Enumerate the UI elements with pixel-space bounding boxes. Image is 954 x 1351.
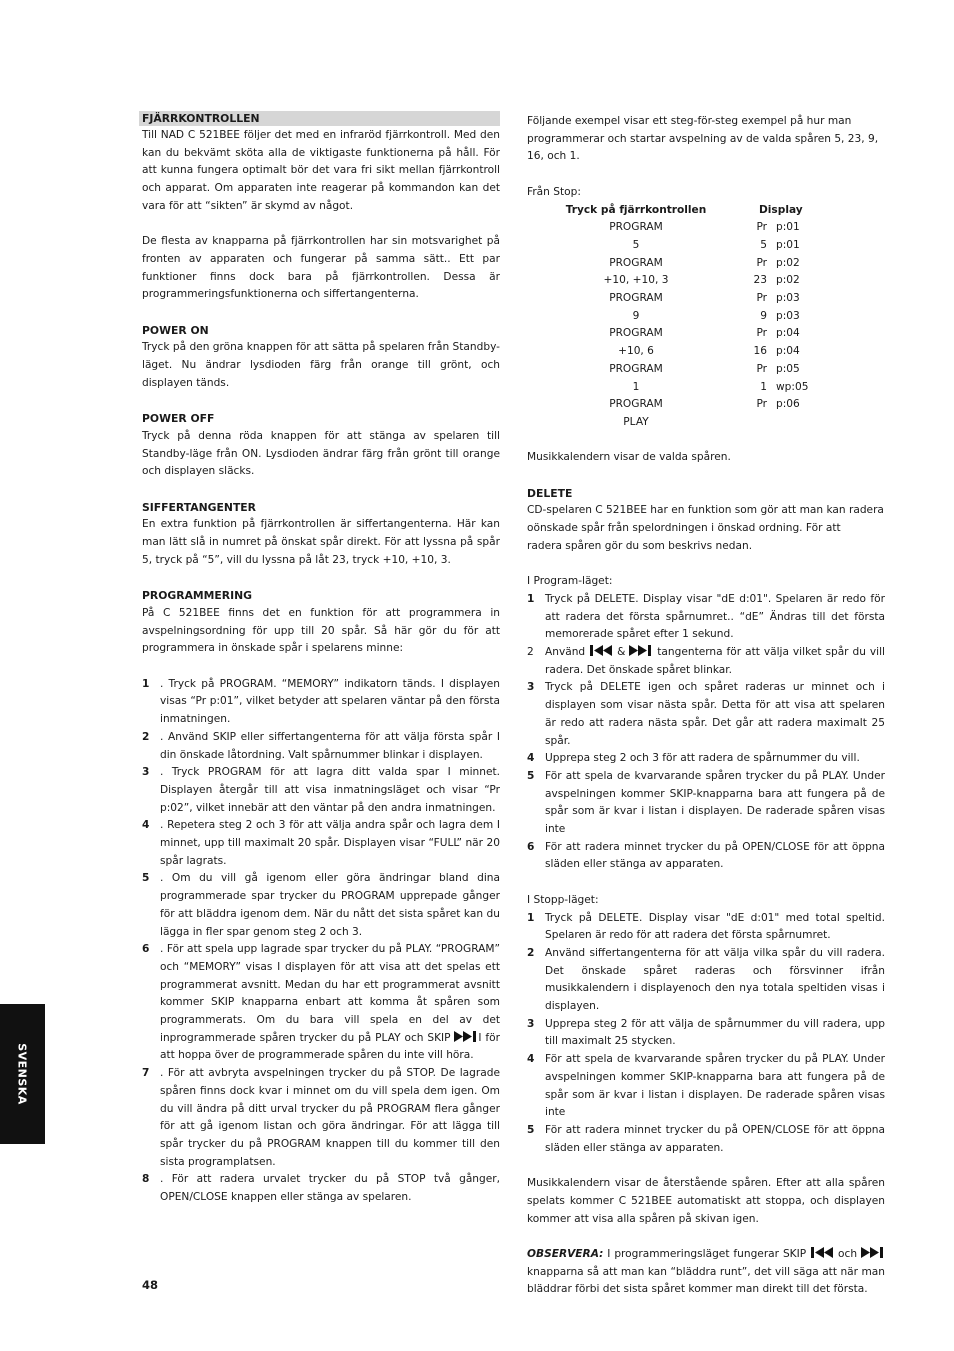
table-cell-display: p:06	[776, 398, 800, 411]
example-intro: Följande exempel visar ett steg-för-steg exempel på hur man programmerar och startar avspelning av de valda spåren 5, 23, 9, 16, och 1.	[527, 115, 879, 163]
program-example-table	[527, 202, 885, 432]
table-cell-display	[745, 414, 767, 432]
delete-stop-step: 5 För att radera minnet trycker du på OPEN/CLOSE för att öppna släden eller stänga av apparaten.	[527, 1124, 885, 1154]
table-cell-display	[767, 414, 827, 432]
table-cell-display: Pr	[756, 327, 767, 340]
table-cell-display: 16	[753, 345, 767, 358]
table-cell-display: 9	[760, 309, 767, 322]
table-cell-display: p:04	[776, 327, 800, 340]
programming-heading: PROGRAMMERING	[142, 589, 253, 603]
programming-step: 8 . För att radera urvalet trycker du på STOP två gånger, OPEN/CLOSE knappen eller stänga av spelaren.	[142, 1173, 500, 1204]
power-on-text: Tryck på den gröna knappen för att sätta på spelaren från Standby-läget. Nu ändrar lysdioden färg från orange till grönt, och displayen tänds.	[142, 341, 500, 389]
page-number: 48	[142, 1278, 159, 1292]
table-cell-display: p:03	[776, 292, 800, 305]
table-cell-press: PLAY	[623, 415, 649, 428]
table-cell-display: p:04	[776, 345, 800, 358]
skip-forward-icon	[861, 1247, 885, 1258]
remote-paragraph-1: Till NAD C 521BEE följer det med en infraröd fjärrkontroll. Med den kan du bekvämt sköta alla de viktigaste funktionerna på håll. För att kunna fungera optimalt bör det vara fri sikt mellan fjärrkontroll och apparat. Om apparaten inte reagerar på kommandon kan det vara för att “sikten” är skymd av något.	[142, 129, 500, 212]
table-cell-press: +10, 6	[618, 345, 654, 358]
from-stop-label: Från Stop:	[527, 185, 581, 198]
calendar-note: Musikkalendern visar de valda spåren.	[527, 451, 731, 464]
power-off-text: Tryck på denna röda knappen för att stänga av spelaren till Standby-läge från ON. Lysdioden ändrar färg från grönt till orange och displayen släcks.	[142, 429, 500, 478]
table-cell-display: Pr	[756, 398, 767, 411]
skip-back-icon	[810, 1247, 834, 1258]
table-cell-display: p:02	[776, 274, 800, 287]
table-cell-display: wp:05	[776, 380, 809, 393]
digits-heading: SIFFERTANGENTER	[142, 500, 256, 514]
digits-text: En extra funktion på fjärrkontrollen är siffertangenterna. Här kan man lätt slå in numret på önskat spår direkt. För att lyssna på spår 5, tryck på “5”, vill du lyssna på låt 23, tryck +10, +10, 3.	[142, 518, 500, 566]
table-cell-display: p:02	[776, 256, 800, 269]
delete-stop-step: 3 Upprepa steg 2 för att välja de spårnummer du vill radera, upp till maximalt 25 stycken.	[527, 1017, 885, 1048]
delete-program-step: 2 Använd & tangenterna för att välja vilket spår du vill radera. Det önskade spåret blinkar.	[527, 646, 885, 676]
delete-program-step: 6 För att radera minnet trycker du på OPEN/CLOSE för att öppna släden eller stänga av apparaten.	[527, 840, 885, 871]
program-mode-label: I Program-läget:	[527, 575, 613, 588]
programming-step: 5 . Om du vill gå igenom eller göra ändringar bland dina programmerade spar trycker du PROGRAM upprepade gånger för att bläddra igenom dem. När du nått det sista spåret kan du lägga in fler spar genom steg 2 och 3.	[142, 872, 500, 938]
table-cell-display: Pr	[756, 221, 767, 234]
note-label: OBSERVERA:	[527, 1247, 604, 1260]
table-cell-press: 5	[632, 238, 640, 251]
delete-stop-step: 4 För att spela de kvarvarande spåren trycker du på PLAY. Under avspelningen kommer SKIP-knapparna bara att fungera på de spår som är kvar i listan i displayen. De raderade spåren visas inte	[527, 1053, 885, 1119]
table-cell-display: Pr	[756, 256, 767, 269]
table-cell-press: PROGRAM	[609, 362, 663, 375]
programming-step: 6 . För att spela upp lagrade spar trycker du på PLAY. “PROGRAM” och “MEMORY” visas I displayen för att visa att det spelas ett programmerat avsnitt. Medan du har ett programmerat avsnitt kommer SKIP knapparna enbart att komma åt spåren som programmerats. Om du bara vill spela en del av det inprogrammerade spåren trycker du på PLAY och SKIP I för att hoppa över de programmerade spåren du inte vill höra.	[142, 943, 500, 1062]
delete-program-step: 1 Tryck på DELETE. Display visar "dE d:01". Spelaren är redo för att radera det första spårnumret.. “dE” Ändras till det första memorerade spåret efter 1 sekund.	[527, 592, 885, 641]
table-cell-press: PROGRAM	[609, 292, 663, 305]
table-cell-press: PROGRAM	[609, 221, 663, 234]
programming-step: 1 . Tryck på PROGRAM. “MEMORY” indikatorn tänds. I displayen visas “Pr p:01”, vilket betyder att spelaren väntar på den första inmatningen.	[142, 677, 500, 726]
programming-step: 3 . Tryck PROGRAM för att lagra ditt valda spar I minnet. Displayen återgår till att visa inmatningsläget och visar “Pr p:02”, vilket innebär att den väntar på den andra inmatningen.	[142, 766, 500, 814]
power-on-heading: POWER ON	[142, 323, 209, 337]
table-cell-display: 23	[753, 274, 767, 287]
table-cell-display: p:05	[776, 362, 800, 375]
programming-step: 2 . Använd SKIP eller siffertangenterna för att välja första spår I din önskade låtordning. Valt spårnummer blinkar i displayen.	[142, 730, 500, 761]
language-label: SVENSKA	[15, 1043, 29, 1105]
table-cell-display: Pr	[756, 362, 767, 375]
delete-program-step: 5 För att spela de kvarvarande spåren trycker du på PLAY. Under avspelningen kommer SKIP-knapparna bara att fungera på de spår som är kvar i listan i displayen. De raderade spåren visas inte	[527, 769, 885, 836]
table-cell-press: PROGRAM	[609, 327, 663, 340]
table-cell-display: 5	[760, 238, 767, 251]
table-cell-display: p:03	[776, 309, 800, 322]
left-column	[142, 111, 500, 1207]
table-cell-display: p:01	[776, 221, 800, 234]
table-header-press: Tryck på fjärrkontrollen	[565, 203, 707, 216]
delete-stop-step: 1 Tryck på DELETE. Display visar "dE d:01" med total speltid. Spelaren är redo för att radera det första spårnumret.	[527, 911, 885, 942]
power-off-heading: POWER OFF	[142, 412, 215, 426]
stop-mode-label: I Stopp-läget:	[527, 893, 599, 906]
table-cell-press: PROGRAM	[609, 256, 663, 269]
skip-forward-icon	[454, 1031, 478, 1042]
delete-heading: DELETE	[527, 486, 573, 500]
right-column	[527, 113, 885, 1299]
table-cell-display: 1	[760, 380, 767, 393]
language-side-tab	[0, 1004, 45, 1144]
programming-step: 4 . Repetera steg 2 och 3 för att välja andra spår och lagra dem I minnet, upp till maximalt 20 spår. Displayen visar “FULL” när 20 spår lagrats.	[142, 819, 500, 867]
delete-program-step: 4 Upprepa steg 2 och 3 för att radera de spårnummer du vill.	[527, 752, 860, 765]
remote-heading: FJÄRRKONTROLLEN	[139, 111, 500, 126]
delete-line: CD-spelaren C 521BEE har en funktion som gör att man kan radera	[527, 504, 884, 517]
delete-after-text: Musikkalendern visar de återstående spåren. Efter att alla spåren spelats kommer C 521BEE automatiskt att stoppa, och displayen kommer att visa alla spåren på skivan igen.	[527, 1177, 885, 1225]
table-header-display: Display	[759, 203, 803, 216]
skip-back-icon	[589, 645, 613, 656]
programming-intro: På C 521BEE finns det en funktion för att programmera in avspelningsordning för upp till 20 spår. Så här gör du för att programmera in önskade spår i spelarens minne:	[142, 606, 500, 655]
delete-line: oönskade spår från spelordningen i önskad ordning. För att	[527, 522, 841, 535]
table-cell-press: 9	[632, 309, 640, 322]
delete-program-step: 3 Tryck på DELETE igen och spåret raderas ur minnet och i displayen som visar nästa spår. Detta för att visa att spelaren är redo att radera nästa spår. Det går att radera maximalt 25 spår.	[527, 681, 885, 747]
delete-line: radera spåren gör du som beskrivs nedan.	[527, 539, 753, 552]
delete-stop-step: 2 Använd siffertangenterna för att välja vilka spår du vill radera. Det önskade spåret raderas och försvinner ifrån musikkalendern i displayenoch den nya totala speltiden visas i displayen.	[527, 946, 885, 1013]
remote-paragraph-2: De flesta av knapparna på fjärrkontrollen har sin motsvarighet på fronten av apparaten och fungerar på samma sätt.. Ett par funktioner finns dock bara på fjärrkontrollen. Dessa är programmeringsfunktionerna och siffertangenterna.	[142, 235, 500, 301]
table-cell-press: 1	[632, 380, 640, 393]
table-cell-display: Pr	[756, 292, 767, 305]
table-cell-press: +10, +10, 3	[603, 274, 669, 287]
table-cell-display: p:01	[776, 238, 800, 251]
note-paragraph: OBSERVERA: I programmeringsläget fungerar SKIP och knapparna så att man kan “bläddra runt”, det vill säga att när man bläddrar förbi det sista spåret kommer man direkt till det första.	[527, 1247, 885, 1296]
programming-step: 7 . För att avbryta avspelningen trycker du på STOP. De lagrade spåren finns dock kvar i minnet om du vill spela dem igen. Om du vill ändra på ditt urval trycker du på PROGRAM flera gånger för att gå igenom listan och göra ändringar. För att lägga till spår trycker du på PROGRAM knappen till du kommer till den sista programplatsen.	[142, 1067, 500, 1168]
skip-forward-icon	[629, 645, 653, 656]
table-cell-press: PROGRAM	[609, 398, 663, 411]
